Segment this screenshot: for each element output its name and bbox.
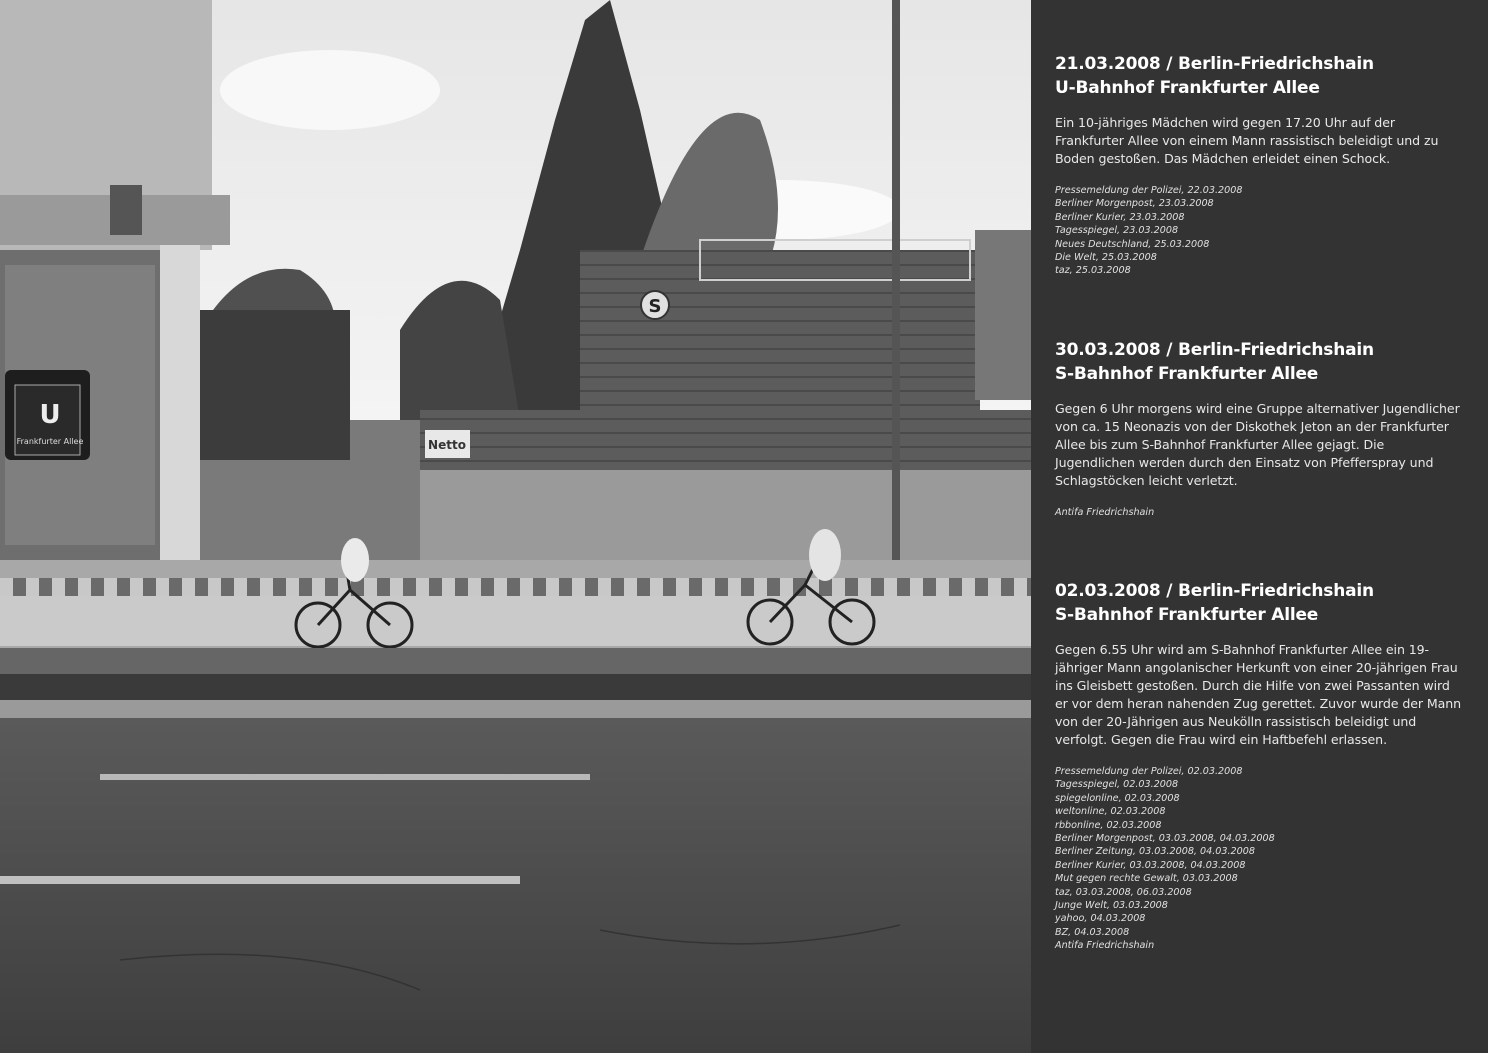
source-item: Berliner Morgenpost, 03.03.2008, 04.03.2008 bbox=[1055, 833, 1275, 845]
entry-heading bbox=[1055, 52, 1464, 100]
source-item: Die Welt, 25.03.2008 bbox=[1055, 252, 1157, 264]
source-item: Pressemeldung der Polizei, 02.03.2008 bbox=[1055, 766, 1243, 777]
entry-place: U-Bahnhof Frankfurter Allee bbox=[1055, 78, 1320, 98]
entry-place: S-Bahnhof Frankfurter Allee bbox=[1055, 605, 1319, 625]
source-item: yahoo, 04.03.2008 bbox=[1055, 913, 1146, 925]
incident-entry bbox=[1055, 579, 1464, 953]
shop-sign: Netto bbox=[428, 438, 466, 452]
source-item: Antifa Friedrichshain bbox=[1055, 507, 1155, 518]
entry-date-location: 21.03.2008 / Berlin-Friedrichshain bbox=[1055, 54, 1374, 74]
source-item: BZ, 04.03.2008 bbox=[1055, 926, 1130, 938]
source-item: rbbonline, 02.03.2008 bbox=[1055, 819, 1162, 831]
construction-barrier bbox=[0, 578, 1031, 596]
entry-date-location: 02.03.2008 / Berlin-Friedrichshain bbox=[1055, 581, 1374, 601]
incident-entry bbox=[1055, 338, 1464, 519]
entry-description: Gegen 6 Uhr morgens wird eine Gruppe alternativer Jugendlicher von ca. 15 Neonazis von der Diskothek Jeton an der Frankfurter Allee bis zum S-Bahnhof Frankfurter Allee gejagt. Die Jugendlichen werden durch den Einsatz von Pfefferspray und Schlagstöcken leicht verletzt. bbox=[1055, 401, 1460, 488]
source-item: Antifa Friedrichshain bbox=[1055, 940, 1155, 952]
source-item: weltonline, 02.03.2008 bbox=[1055, 806, 1166, 818]
entry-description: Ein 10-jähriges Mädchen wird gegen 17.20 Uhr auf der Frankfurter Allee von einem Mann rassistisch beleidigt und zu Boden gestoßen. Das Mädchen erleidet einen Schock. bbox=[1055, 115, 1439, 166]
source-item: Neues Deutschland, 25.03.2008 bbox=[1055, 238, 1210, 250]
entry-date-location: 30.03.2008 / Berlin-Friedrichshain bbox=[1055, 340, 1374, 360]
source-item: Tagesspiegel, 02.03.2008 bbox=[1055, 779, 1179, 791]
u-bahn-station-name: Frankfurter Allee bbox=[16, 437, 84, 446]
source-item: Berliner Zeitung, 03.03.2008, 04.03.2008 bbox=[1055, 846, 1255, 858]
grass-median bbox=[0, 674, 1031, 700]
source-item: spiegelonline, 02.03.2008 bbox=[1055, 792, 1180, 804]
source-item: Tagesspiegel, 23.03.2008 bbox=[1055, 225, 1179, 237]
source-item: taz, 25.03.2008 bbox=[1055, 265, 1131, 277]
lamp-post bbox=[892, 0, 900, 580]
u-bahn-sign: U bbox=[39, 400, 61, 430]
source-item: taz, 03.03.2008, 06.03.2008 bbox=[1055, 886, 1192, 898]
source-item: Berliner Morgenpost, 23.03.2008 bbox=[1055, 198, 1214, 210]
entry-sources bbox=[1055, 506, 1464, 519]
source-item: Berliner Kurier, 23.03.2008 bbox=[1055, 211, 1185, 223]
incident-panel bbox=[1031, 0, 1488, 1053]
road bbox=[0, 718, 1031, 1053]
source-item: Junge Welt, 03.03.2008 bbox=[1055, 900, 1168, 912]
entry-heading bbox=[1055, 579, 1464, 627]
source-item: Pressemeldung der Polizei, 22.03.2008 bbox=[1055, 185, 1243, 196]
u-bahn-entrance bbox=[5, 370, 90, 460]
entry-sources bbox=[1055, 184, 1464, 278]
entry-heading bbox=[1055, 338, 1464, 386]
incident-entry bbox=[1055, 52, 1464, 278]
entry-place: S-Bahnhof Frankfurter Allee bbox=[1055, 364, 1319, 384]
entry-description: Gegen 6.55 Uhr wird am S-Bahnhof Frankfurter Allee ein 19-jähriger Mann angolanischer Herkunft von einer 20-jährigen Frau ins Gleisbett gestoßen. Durch die Hilfe von zwei Passanten wird er vor dem heran nahenden Zug gerettet. Zuvor wurde der Mann von der 20-Jährigen aus Neukölln rassistisch beleidigt und verfolgt. Gegen die Frau wird ein Haftbefehl erlassen. bbox=[1055, 642, 1461, 747]
s-bahn-sign: S bbox=[648, 296, 662, 317]
entry-sources bbox=[1055, 765, 1464, 953]
source-item: Mut gegen rechte Gewalt, 03.03.2008 bbox=[1055, 873, 1238, 885]
source-item: Berliner Kurier, 03.03.2008, 04.03.2008 bbox=[1055, 859, 1246, 871]
